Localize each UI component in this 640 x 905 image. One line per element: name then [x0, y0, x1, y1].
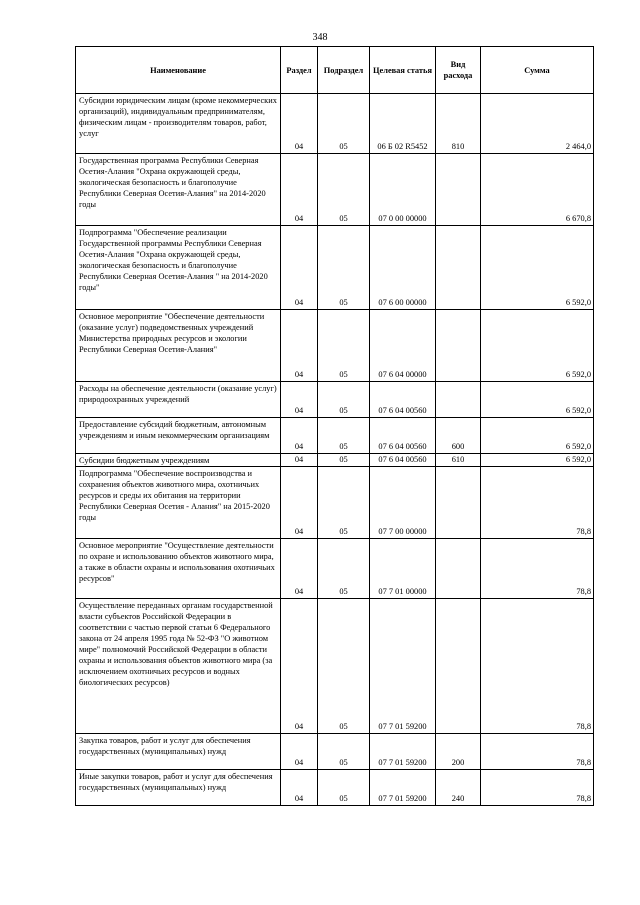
row-section-cell: 04 — [281, 94, 318, 154]
row-name-cell: Предоставление субсидий бюджетным, автономным учреждениям и иным некоммерческим организациям — [76, 418, 281, 454]
row-sum-cell: 6 592,0 — [481, 418, 594, 454]
row-section-cell: 04 — [281, 382, 318, 418]
header-name: Наименование — [76, 47, 281, 94]
table-row — [76, 467, 594, 539]
row-sum-cell: 6 592,0 — [481, 454, 594, 467]
row-expense-type-cell — [436, 382, 481, 418]
row-section-cell: 04 — [281, 770, 318, 806]
row-target-cell: 07 7 01 00000 — [370, 539, 436, 599]
row-expense-type-cell: 810 — [436, 94, 481, 154]
table-row — [76, 226, 594, 310]
row-section-cell: 04 — [281, 734, 318, 770]
row-subsection-cell: 05 — [318, 226, 370, 310]
row-expense-type-cell: 600 — [436, 418, 481, 454]
row-subsection-cell: 05 — [318, 734, 370, 770]
row-subsection-cell: 05 — [318, 599, 370, 734]
row-target-cell: 07 6 00 00000 — [370, 226, 436, 310]
row-section-cell: 04 — [281, 599, 318, 734]
row-target-cell: 07 6 04 00560 — [370, 382, 436, 418]
row-target-cell: 07 6 04 00560 — [370, 454, 436, 467]
row-sum-cell: 78,8 — [481, 734, 594, 770]
table-row — [76, 770, 594, 806]
row-target-cell: 07 7 00 00000 — [370, 467, 436, 539]
row-subsection-cell: 05 — [318, 454, 370, 467]
row-expense-type-cell: 240 — [436, 770, 481, 806]
table-row — [76, 94, 594, 154]
row-section-cell: 04 — [281, 454, 318, 467]
row-expense-type-cell: 200 — [436, 734, 481, 770]
row-name-cell: Основное мероприятие "Осуществление деятельности по охране и использованию объектов животного мира, а также в области охраны и использования охотничьих ресурсов" — [76, 539, 281, 599]
row-name-cell: Субсидии бюджетным учреждениям — [76, 454, 281, 467]
table-row — [76, 454, 594, 467]
row-subsection-cell: 05 — [318, 539, 370, 599]
row-section-cell: 04 — [281, 418, 318, 454]
row-sum-cell: 6 670,8 — [481, 154, 594, 226]
row-subsection-cell: 05 — [318, 154, 370, 226]
header-expense-type: Вид расхода — [436, 47, 481, 94]
header-sum: Сумма — [481, 47, 594, 94]
row-expense-type-cell — [436, 154, 481, 226]
table-row — [76, 539, 594, 599]
row-section-cell: 04 — [281, 154, 318, 226]
row-sum-cell: 78,8 — [481, 599, 594, 734]
row-name-cell: Закупка товаров, работ и услуг для обеспечения государственных (муниципальных) нужд — [76, 734, 281, 770]
row-name-cell: Иные закупки товаров, работ и услуг для обеспечения государственных (муниципальных) нужд — [76, 770, 281, 806]
row-expense-type-cell — [436, 467, 481, 539]
row-expense-type-cell — [436, 599, 481, 734]
row-sum-cell: 6 592,0 — [481, 310, 594, 382]
row-sum-cell: 6 592,0 — [481, 382, 594, 418]
table-row — [76, 154, 594, 226]
row-expense-type-cell — [436, 310, 481, 382]
row-target-cell: 07 7 01 59200 — [370, 770, 436, 806]
row-subsection-cell: 05 — [318, 94, 370, 154]
row-sum-cell: 78,8 — [481, 539, 594, 599]
table-row — [76, 734, 594, 770]
row-name-cell: Основное мероприятие "Обеспечение деятельности (оказание услуг) подведомственных учреждений Министерства природных ресурсов и экологии Республики Северная Осетия-Алания" — [76, 310, 281, 382]
table-row — [76, 310, 594, 382]
row-target-cell: 07 0 00 00000 — [370, 154, 436, 226]
row-target-cell: 06 Б 02 R5452 — [370, 94, 436, 154]
row-name-cell: Подпрограмма "Обеспечение реализации Государственной программы Республики Северная Осетия-Алания "Охрана окружающей среды, экологическая безопасность и благополучие Республики Северная Осетия-Алания " на 2014-2020 годы" — [76, 226, 281, 310]
header-target: Целевая статья — [370, 47, 436, 94]
row-expense-type-cell — [436, 539, 481, 599]
row-sum-cell: 78,8 — [481, 770, 594, 806]
row-target-cell: 07 7 01 59200 — [370, 734, 436, 770]
row-name-cell: Подпрограмма "Обеспечение воспроизводства и сохранения объектов животного мира, охотничьих ресурсов и среды их обитания на территории Республики Северная Осетия - Алания" на 2015-2020 годы — [76, 467, 281, 539]
header-subsection: Подраздел — [318, 47, 370, 94]
row-sum-cell: 6 592,0 — [481, 226, 594, 310]
row-expense-type-cell: 610 — [436, 454, 481, 467]
row-subsection-cell: 05 — [318, 418, 370, 454]
row-section-cell: 04 — [281, 467, 318, 539]
row-target-cell: 07 7 01 59200 — [370, 599, 436, 734]
budget-table — [75, 46, 594, 806]
row-subsection-cell: 05 — [318, 770, 370, 806]
header-row — [76, 47, 594, 94]
row-name-cell: Осуществление переданных органам государственной власти субъектов Российской Федерации в соответствии с частью первой статьи 6 Федерального закона от 24 апреля 1995 года № 52-ФЗ "О животном мире" полномочий Российской Федерации в области охраны и использования объектов животного мира (за исключением охотничьих ресурсов и водных биологических ресурсов) — [76, 599, 281, 734]
page-number: 348 — [312, 32, 328, 43]
row-name-cell: Расходы на обеспечение деятельности (оказание услуг) природоохранных учреждений — [76, 382, 281, 418]
row-expense-type-cell — [436, 226, 481, 310]
table-row — [76, 599, 594, 734]
row-target-cell: 07 6 04 00560 — [370, 418, 436, 454]
header-section: Раздел — [281, 47, 318, 94]
row-section-cell: 04 — [281, 310, 318, 382]
row-subsection-cell: 05 — [318, 467, 370, 539]
row-name-cell: Субсидии юридическим лицам (кроме некоммерческих организаций), индивидуальным предпринимателям, физическим лицам - производителям товаров, работ, услуг — [76, 94, 281, 154]
table-row — [76, 382, 594, 418]
row-subsection-cell: 05 — [318, 310, 370, 382]
row-section-cell: 04 — [281, 226, 318, 310]
row-sum-cell: 78,8 — [481, 467, 594, 539]
table-row — [76, 418, 594, 454]
row-sum-cell: 2 464,0 — [481, 94, 594, 154]
row-target-cell: 07 6 04 00000 — [370, 310, 436, 382]
row-name-cell: Государственная программа Республики Северная Осетия-Алания "Охрана окружающей среды, экологическая безопасность и благополучие Республики Северная Осетия-Алания" на 2014-2020 годы — [76, 154, 281, 226]
row-section-cell: 04 — [281, 539, 318, 599]
row-subsection-cell: 05 — [318, 382, 370, 418]
